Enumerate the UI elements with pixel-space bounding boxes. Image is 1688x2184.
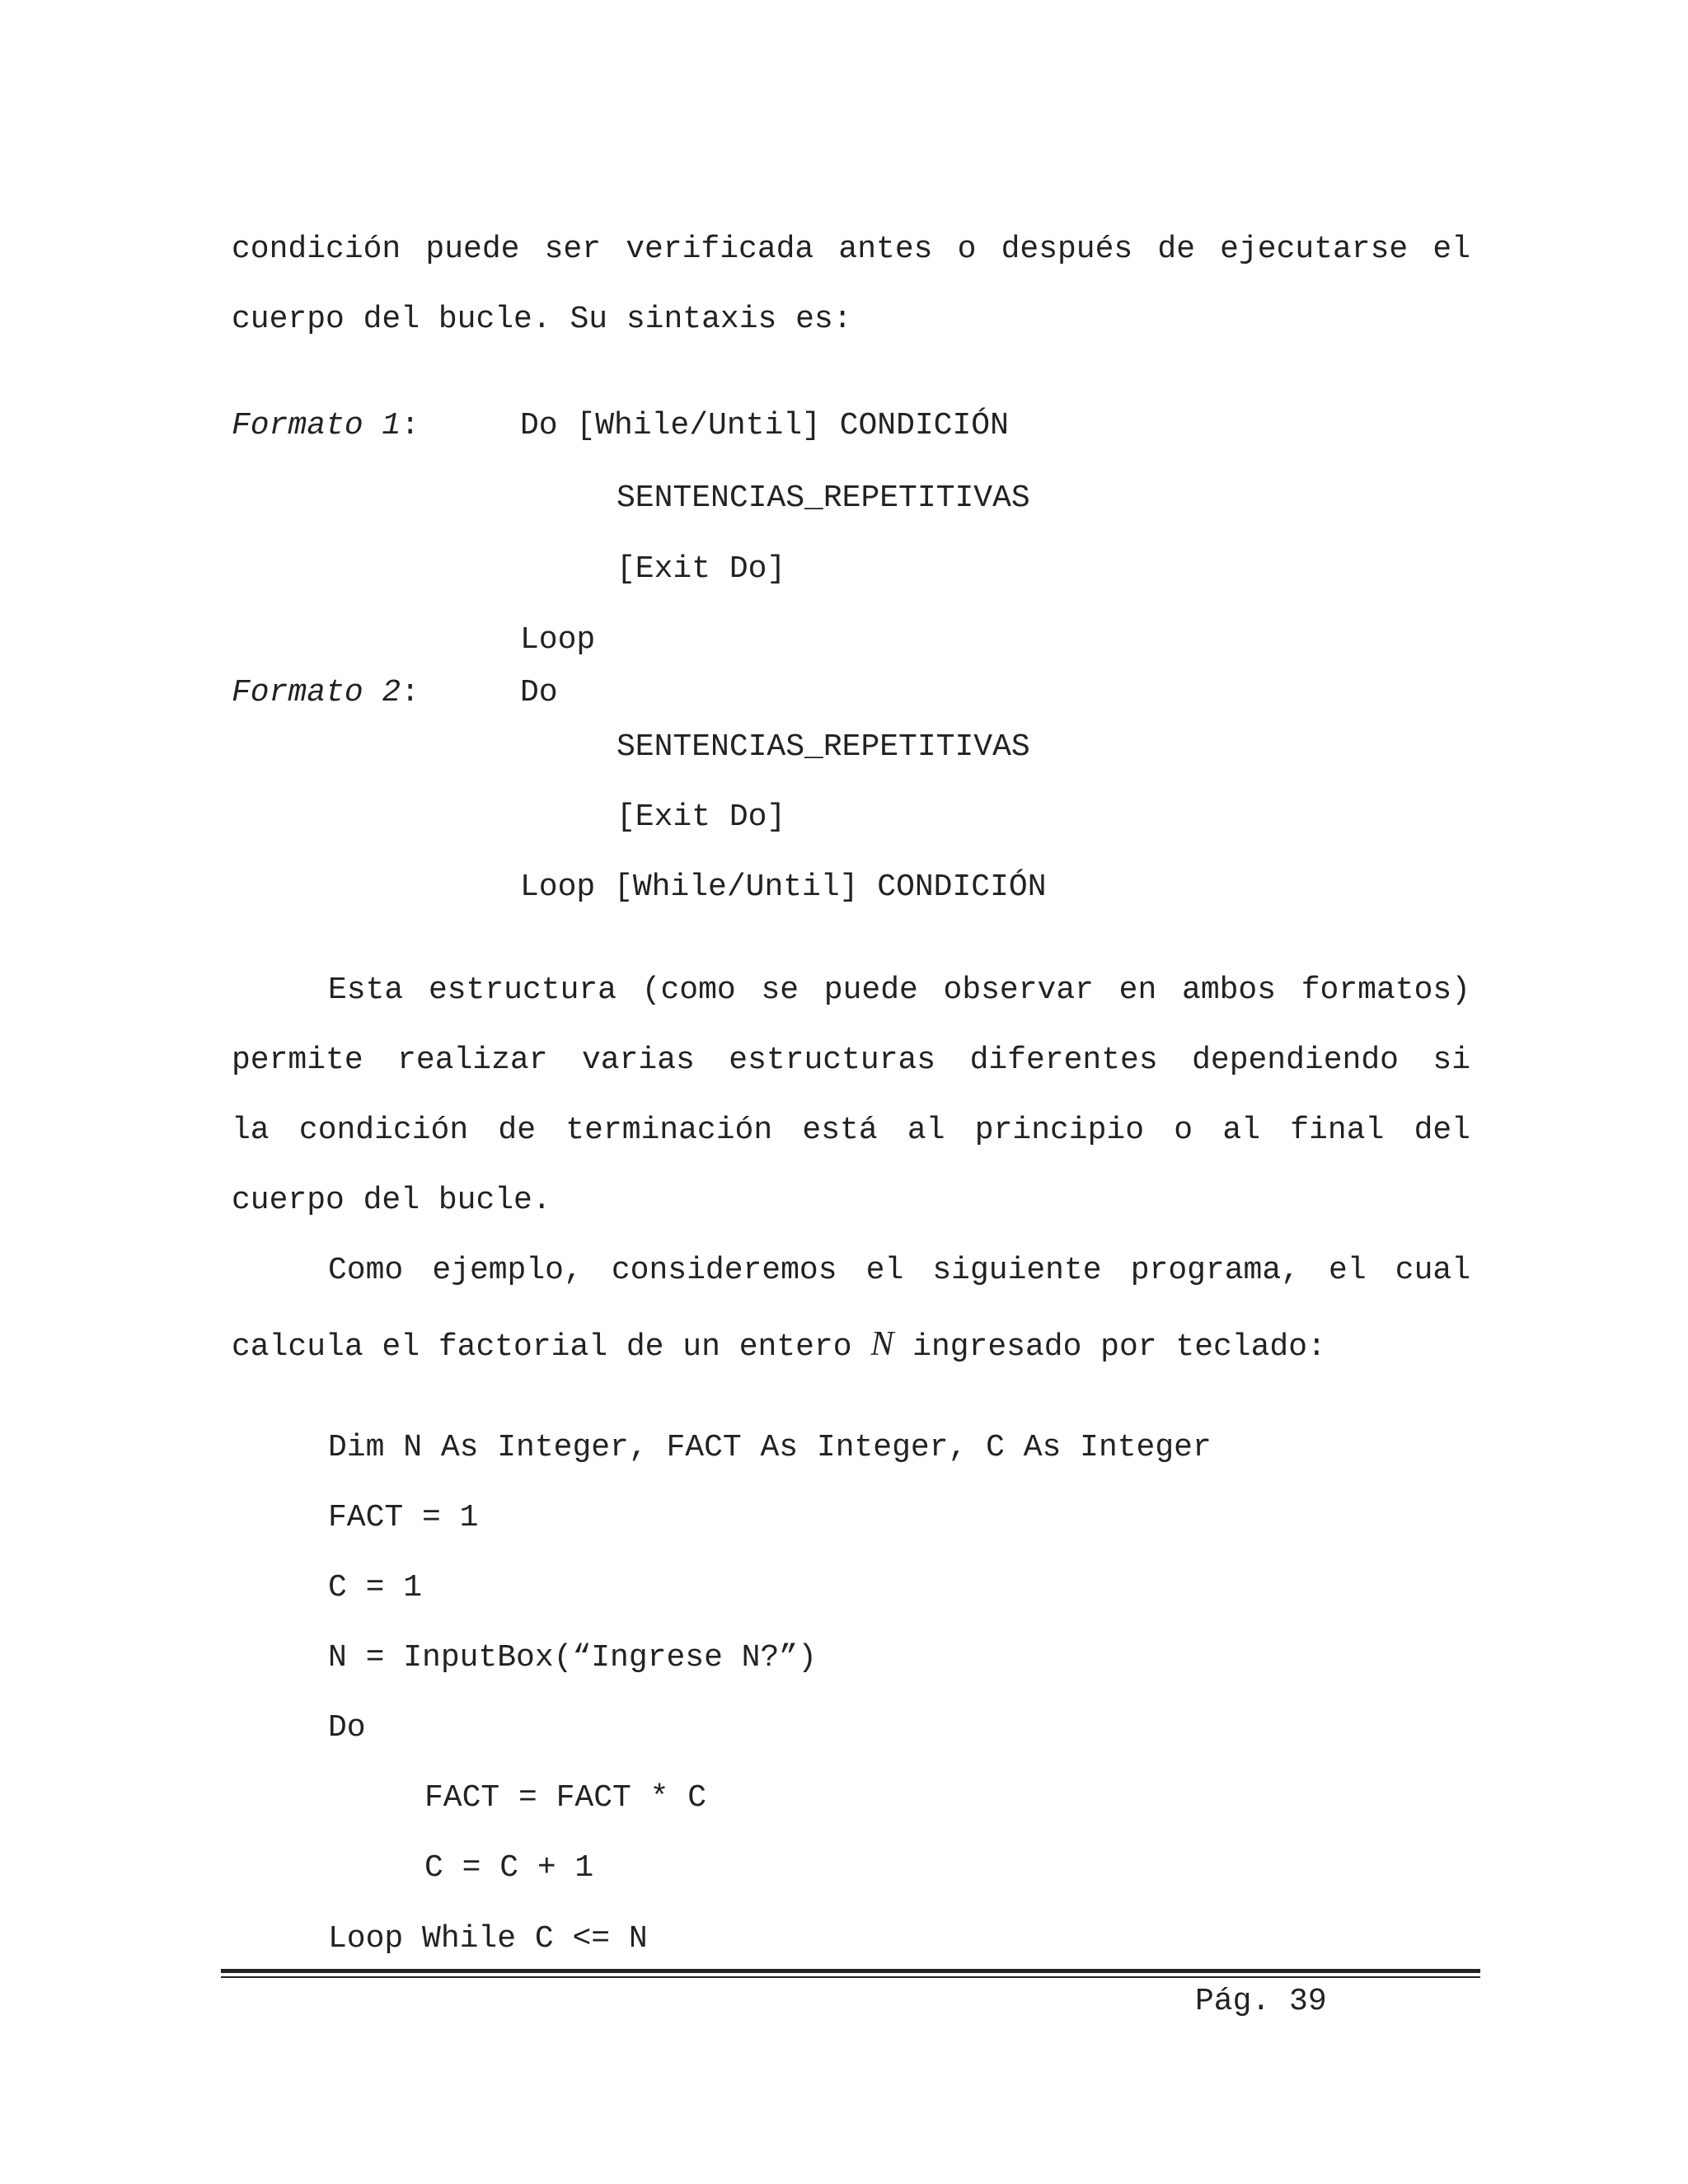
formato-1-heading <box>232 410 420 442</box>
formato-2-line-3: [Exit Do] <box>617 799 786 835</box>
paragraph-1-line-3: la condición de terminación está al principio o al final del <box>232 1113 1470 1148</box>
formato-1-colon: : <box>401 408 420 443</box>
paragraph-1-line-1: Esta estructura (como se puede observar en ambos formatos) <box>328 972 1470 1008</box>
formato-2-colon: : <box>401 675 420 710</box>
page-number: Pág. 39 <box>1195 1984 1327 2019</box>
intro-line-1: condición puede ser verificada antes o después de ejecutarse el <box>232 232 1470 267</box>
footer-rule-thick <box>221 1969 1480 1973</box>
footer-rule-thin <box>221 1976 1480 1978</box>
formato-2-heading <box>232 677 420 709</box>
intro-line-2: cuerpo del bucle. Su sintaxis es: <box>232 302 852 337</box>
variable-n: N <box>870 1325 894 1363</box>
paragraph-1-line-2: permite realizar varias estructuras diferentes dependiendo si <box>232 1043 1470 1078</box>
formato-2-line-4: Loop [While/Until] CONDICIÓN <box>520 869 1047 905</box>
formato-2-label: Formato 2 <box>232 675 401 710</box>
paragraph-2-line-1: Como ejemplo, consideremos el siguiente programa, el cual <box>328 1253 1470 1288</box>
formato-2-line-2: SENTENCIAS_REPETITIVAS <box>617 729 1030 765</box>
formato-1-line-3: [Exit Do] <box>617 551 786 587</box>
paragraph-2-text-after: ingresado por teclado: <box>893 1329 1326 1365</box>
paragraph-2-text-before: calcula el factorial de un entero <box>232 1329 871 1365</box>
paragraph-1-line-4: cuerpo del bucle. <box>232 1183 551 1218</box>
formato-2-line-1: Do <box>520 675 558 710</box>
code-line-7: C = C + 1 <box>424 1850 594 1886</box>
code-line-6: FACT = FACT * C <box>424 1780 707 1816</box>
formato-1-line-1: Do [While/Until] CONDICIÓN <box>520 408 1009 443</box>
formato-1-label: Formato 1 <box>232 408 401 443</box>
code-line-3: C = 1 <box>328 1570 423 1605</box>
paragraph-2-line-2 <box>232 1327 1326 1363</box>
code-line-4: N = InputBox(“Ingrese N?”) <box>328 1640 817 1675</box>
formato-1-line-2: SENTENCIAS_REPETITIVAS <box>617 480 1030 516</box>
code-line-1: Dim N As Integer, FACT As Integer, C As Integer <box>328 1430 1212 1465</box>
code-line-8: Loop While C <= N <box>328 1921 648 1957</box>
code-line-2: FACT = 1 <box>328 1500 479 1535</box>
code-line-5: Do <box>328 1710 366 1746</box>
formato-1-line-4: Loop <box>520 622 596 658</box>
